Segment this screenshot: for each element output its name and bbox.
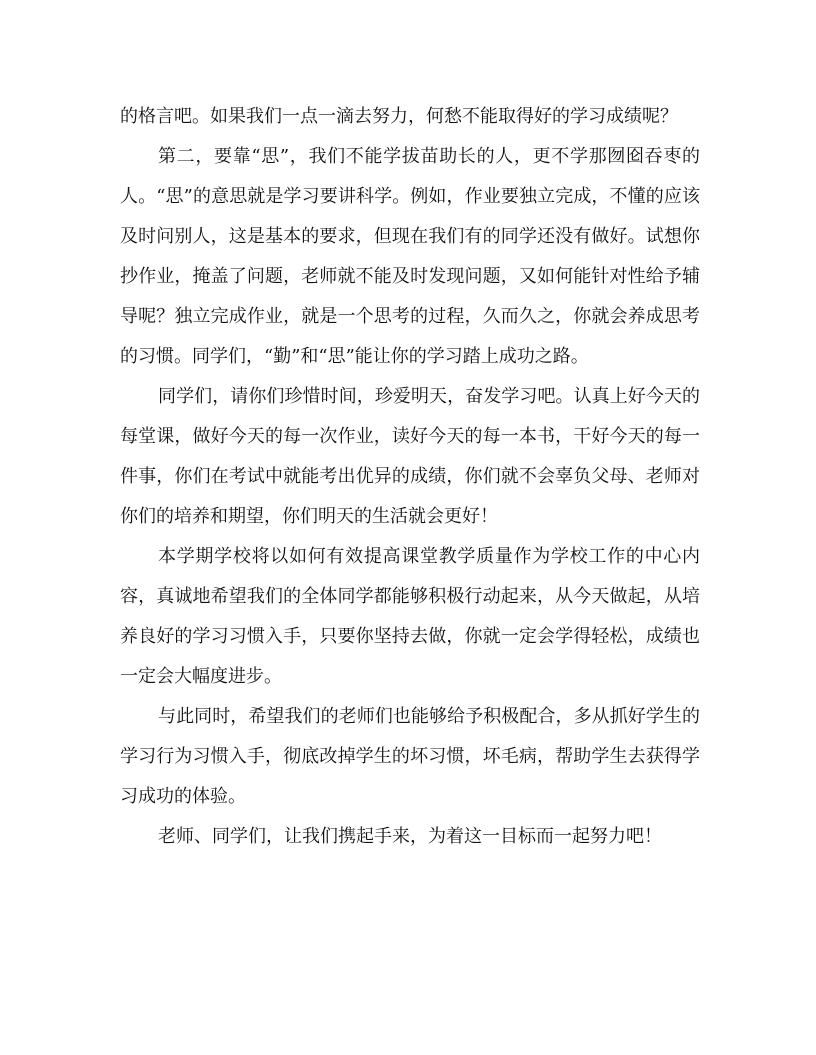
paragraph-teachers-cooperation: 与此同时，希望我们的老师们也能够给予积极配合，多从抓好学生的学习行为习惯入手，彻底改掉学生的坏习惯，坏毛病，帮助学生去获得学习成功的体验。 (120, 706, 700, 807)
document-page (120, 97, 700, 857)
paragraph-second-point-thinking: 第二，要靠“思”，我们不能学拔苗助长的人，更不学那囫囵吞枣的人。“思”的意思就是学习要讲科学。例如，作业要独立完成，不懂的应该及时问别人，这是基本的要求，但现在我们有的同学还没有做好。试想你抄作业，掩盖了问题，老师就不能及时发现问题，又如何能针对性给予辅导呢？独立完成作业，就是一个思考的过程，久而久之，你就会养成思考的习惯。同学们，“勤”和“思”能让你的学习踏上成功之路。 (120, 146, 700, 367)
paragraph-cherish-time: 同学们，请你们珍惜时间，珍爱明天，奋发学习吧。认真上好今天的每堂课，做好今天的每一次作业，读好今天的每一本书，干好今天的每一件事，你们在考试中就能考出优异的成绩，你们就不会辜负父母、老师对你们的培养和期望，你们明天的生活就会更好！ (120, 386, 700, 527)
paragraph-closing: 老师、同学们，让我们携起手来，为着这一目标而一起努力吧！ (158, 826, 662, 847)
paragraph-continuation: 的格言吧。如果我们一点一滴去努力，何愁不能取得好的学习成绩呢？ (120, 106, 678, 127)
paragraph-semester-goal: 本学期学校将以如何有效提高课堂教学质量作为学校工作的中心内容，真诚地希望我们的全体同学都能够积极行动起来，从今天做起，从培养良好的学习习惯入手，只要你坚持去做，你就一定会学得轻松，成绩也一定会大幅度进步。 (120, 546, 700, 687)
